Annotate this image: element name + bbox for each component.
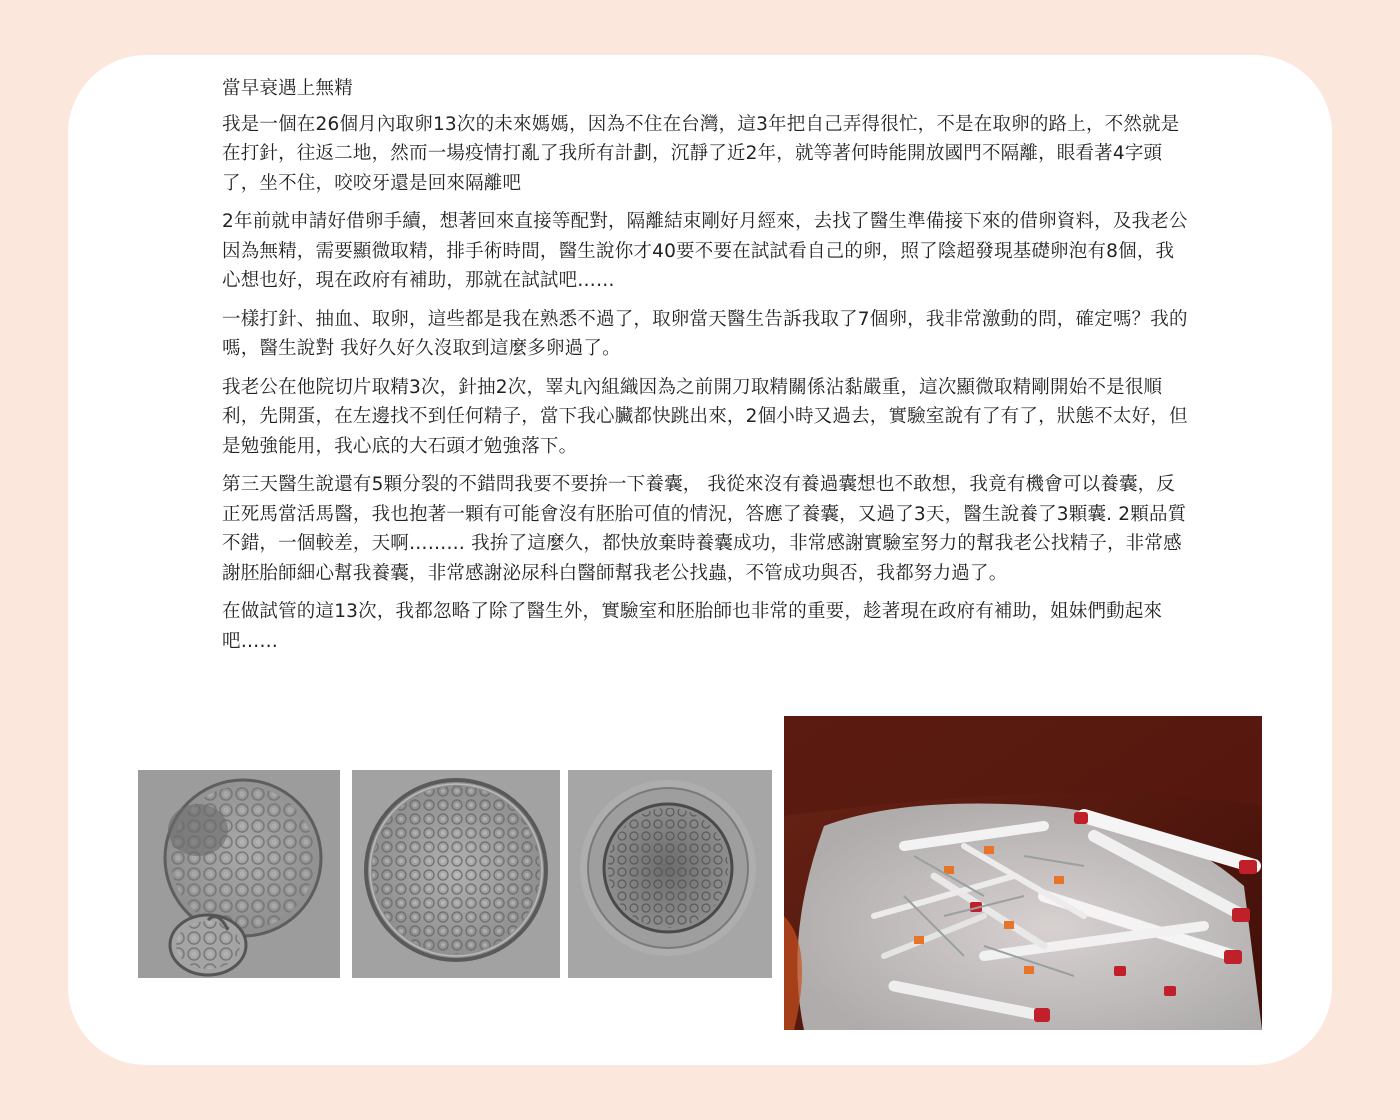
post-paragraph: 我老公在他院切片取精3次，針抽2次，睪丸內組織因為之前開刀取精關係沾黏嚴重，這次顯微取精剛開始不是很順利，先開蛋，在左邊找不到任何精子，當下我心臟都快跳出來，2個小時又過去，實驗室說有了有了，狀態不太好，但是勉強能用，我心底的大石頭才勉強落下。 xyxy=(222,376,1188,457)
blastocyst-zona-photo xyxy=(568,770,772,978)
post-paragraph: 2年前就申請好借卵手續，想著回來直接等配對，隔離結束剛好月經來，去找了醫生準備接下來的借卵資料，及我老公因為無精，需要顯微取精，排手術時間，醫生說你才40要不要在試試看自己的卵，照了陰超發現基礎卵泡有8個，我心想也好，現在政府有補助，那就在試試吧…… xyxy=(222,211,1188,291)
post-paragraph: 我是一個在26個月內取卵13次的未來媽媽，因為不住在台灣，這3年把自己弄得很忙，不是在取卵的路上，不然就是在打針，往返二地，然而一場疫情打亂了我所有計劃，沉靜了近2年，就等著何時能開放國門不隔離，眼看著4字頭了，坐不住，咬咬牙還是回來隔離吧 xyxy=(222,113,1180,194)
post-paragraph: 在做試管的這13次，我都忽略了除了醫生外，實驗室和胚胎師也非常的重要，趁著現在政府有補助，姐妹們動起來吧…… xyxy=(222,601,1163,652)
blastocyst-photo xyxy=(352,770,560,978)
blastocyst-hatching-photo xyxy=(138,770,340,978)
post-body xyxy=(222,74,1190,665)
post-paragraph: 一樣打針、抽血、取卵，這些都是我在熟悉不過了，取卵當天醫生告訴我取了7個卵，我非常激動的問，確定嗎？我的嗎，醫生說對 我好久好久沒取到這麼多卵過了。 xyxy=(222,308,1188,359)
post-paragraph: 第三天醫生說還有5顆分裂的不錯問我要不要拚一下養囊， 我從來沒有養過囊想也不敢想，我竟有機會可以養囊，反正死馬當活馬醫，我也抱著一顆有可能會沒有胚胎可值的情況，答應了養囊，又過了3天，醫生說養了3顆囊. 2顆品質不錯，一個較差，天啊……… 我拚了這麼久，都快放棄時養囊成功，非常感謝實驗室努力的幫我老公找精子，非常感謝胚胎師細心幫我養囊，非常感謝泌尿科白醫師幫我老公找蟲，不管成功與否，我都努力過了。 xyxy=(222,474,1187,584)
used-syringes-photo xyxy=(784,716,1262,1030)
post-title: 當早衰遇上無精 xyxy=(222,78,353,99)
